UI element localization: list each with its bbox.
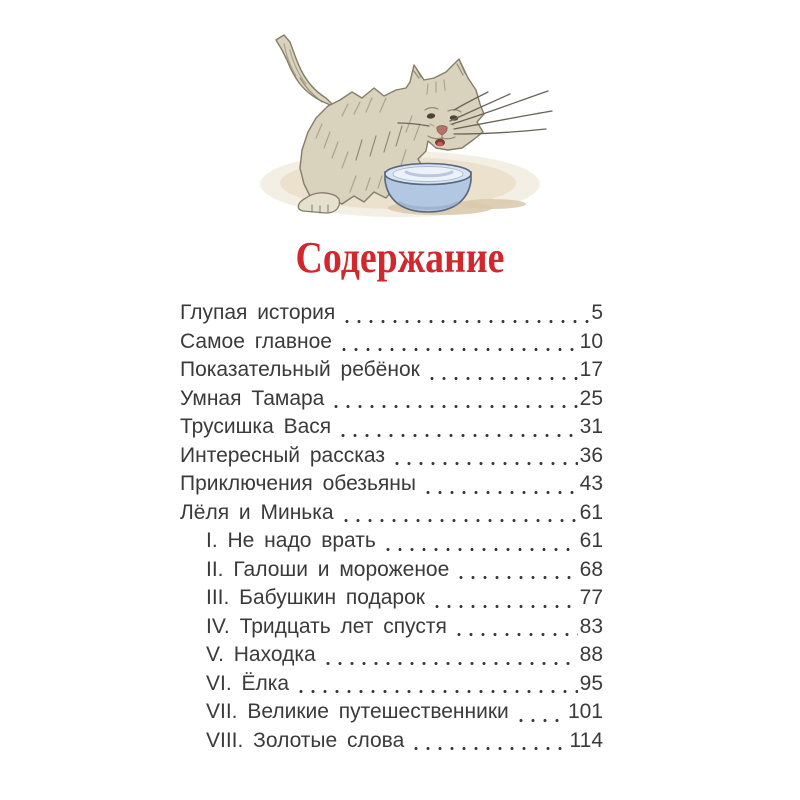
toc-leader-dots — [515, 698, 566, 727]
toc-entry — [180, 470, 603, 499]
toc-leader-dots — [295, 670, 578, 699]
cat-with-bowl-icon — [230, 20, 570, 220]
toc-leader-dots — [426, 356, 578, 385]
toc-entry — [180, 613, 603, 642]
toc-entry — [180, 556, 603, 585]
bowl-shadow-right — [458, 199, 526, 209]
toc-leader-dots — [453, 613, 578, 642]
toc-entry-title: Умная Тамара — [180, 386, 325, 410]
toc-entry-title: VIII. Золотые слова — [206, 728, 405, 752]
toc-entry-title: Самое главное — [180, 329, 332, 353]
toc-leader-dots — [330, 385, 577, 414]
toc-leader-dots — [338, 328, 578, 357]
toc-entry — [180, 442, 603, 471]
toc-entry-title: Глупая история — [180, 301, 336, 324]
toc-entry-title: IV. Тридцать лет спустя — [206, 614, 447, 638]
toc-leader-dots — [337, 413, 577, 442]
toc-entry-page: 95 — [579, 671, 603, 695]
toc-entry-page: 36 — [579, 443, 603, 467]
toc-entry-page: 77 — [579, 586, 603, 609]
toc-entry-page: 25 — [579, 386, 603, 410]
toc-entry-title: Приключения обезьяны — [180, 472, 416, 495]
toc-entry-title: VI. Ёлка — [206, 671, 290, 695]
toc-entry — [180, 698, 603, 727]
page-title: Содержание — [295, 233, 505, 282]
toc-entry-title: Показательный ребёнок — [180, 358, 420, 381]
toc-entry — [180, 328, 603, 357]
toc-entry-title: I. Не надо врать — [206, 529, 376, 552]
toc-entry — [180, 356, 603, 385]
table-of-contents — [180, 299, 603, 755]
toc-entry-title: V. Находка — [206, 643, 316, 666]
toc-entry — [180, 385, 603, 414]
toc-entry-title: Трусишка Вася — [180, 415, 332, 438]
toc-entry-title: III. Бабушкин подарок — [206, 586, 425, 609]
toc-leader-dots — [322, 641, 578, 670]
toc-leader-dots — [431, 584, 578, 613]
toc-entry — [180, 499, 603, 528]
toc-leader-dots — [391, 442, 578, 471]
toc-leader-dots — [341, 299, 589, 328]
toc-entry — [180, 527, 603, 556]
toc-entry — [180, 641, 603, 670]
toc-entry-page: 83 — [579, 614, 603, 638]
toc-entry-page: 5 — [591, 301, 603, 324]
toc-entry — [180, 584, 603, 613]
toc-leader-dots — [422, 470, 578, 499]
toc-entry-page: 31 — [579, 415, 603, 438]
toc-entry-title: Лёля и Минька — [180, 500, 334, 524]
toc-entry-page: 101 — [567, 700, 603, 723]
toc-entry-page: 61 — [579, 500, 603, 524]
toc-entry-title: II. Галоши и мороженое — [206, 557, 450, 581]
toc-entry-title: VII. Великие путешественники — [206, 700, 509, 723]
bowl-milk — [393, 167, 463, 182]
toc-entry-page: 10 — [579, 329, 603, 353]
cat-tail — [276, 35, 338, 110]
toc-entry-page: 61 — [579, 529, 603, 552]
toc-leader-dots — [410, 727, 567, 756]
toc-entry-page: 68 — [579, 557, 603, 581]
tongue — [437, 142, 443, 146]
toc-entry — [180, 413, 603, 442]
toc-entry — [180, 299, 603, 328]
toc-entry-page: 114 — [569, 728, 603, 752]
toc-entry — [180, 727, 603, 756]
toc-leader-dots — [340, 499, 578, 528]
toc-leader-dots — [382, 527, 578, 556]
cat-illustration — [230, 20, 570, 220]
toc-entry — [180, 670, 603, 699]
toc-entry-title: Интересный рассказ — [180, 443, 385, 467]
toc-entry-page: 88 — [579, 643, 603, 666]
toc-entry-page: 43 — [579, 472, 603, 495]
toc-leader-dots — [455, 556, 577, 585]
toc-entry-page: 17 — [579, 358, 603, 381]
